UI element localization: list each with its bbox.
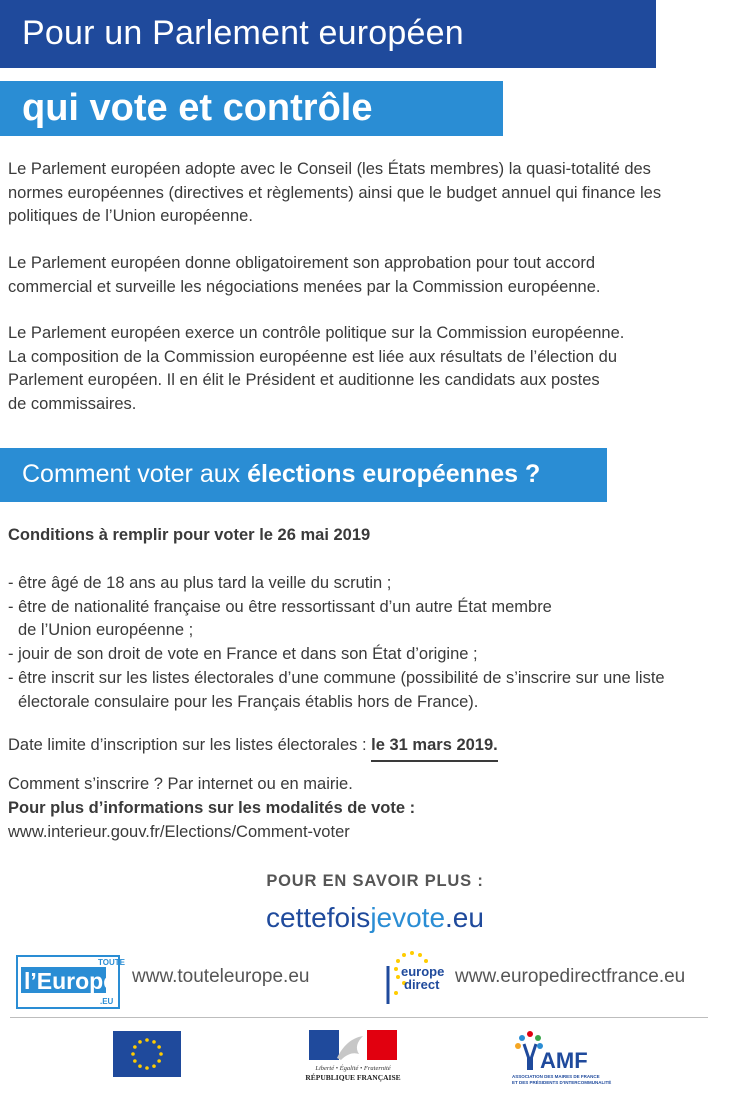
eu-star-icon	[131, 1052, 135, 1056]
interior-ministry-link[interactable]: www.interieur.gouv.fr/Elections/Comment-voter	[8, 823, 350, 841]
section-banner-voting	[0, 448, 607, 502]
section-title-prefix: Comment voter aux	[22, 460, 248, 488]
eu-star-icon	[152, 1040, 156, 1044]
eu-star-icon	[152, 1064, 156, 1068]
logo-small-bottom: .EU	[100, 997, 114, 1006]
amf-logo	[510, 1028, 622, 1086]
toute-europe-logo	[16, 955, 125, 1009]
section-title-bold: élections européennes ?	[247, 460, 541, 488]
rf-motto: Liberté • Égalité • Fraternité	[315, 1065, 391, 1072]
list-item: - être de nationalité française ou être ressortissant d’un autre État membre	[8, 597, 552, 616]
eu-star-icon	[133, 1059, 137, 1063]
europedirect-link[interactable]: www.europedirectfrance.eu	[455, 966, 686, 987]
paragraph-line: Le Parlement européen adopte avec le Conseil (les États membres) la quasi-totalité des	[8, 160, 651, 178]
paragraph-line: La composition de la Commission européenne est liée aux résultats de l’élection du	[8, 347, 618, 366]
paragraph-approval	[8, 252, 728, 299]
list-item: - être âgé de 18 ans au plus tard la veille du scrutin ;	[8, 574, 392, 592]
eu-star-icon	[138, 1064, 142, 1068]
registration-info	[8, 772, 415, 844]
howto-more-info: Pour plus d’informations sur les modalités de vote :	[8, 799, 416, 817]
registration-deadline	[8, 736, 498, 762]
divider	[10, 1017, 708, 1018]
site-part3: .eu	[445, 902, 484, 933]
learn-more-heading: POUR EN SAVOIR PLUS :	[266, 872, 484, 890]
header-banner-primary	[0, 0, 656, 68]
amf-sub1: ASSOCIATION DES MAIRES DE FRANCE	[512, 1074, 600, 1079]
europe-direct-logo	[380, 948, 444, 1006]
paragraph-control	[8, 322, 728, 416]
logo-small-top: TOUTE	[98, 958, 125, 967]
eu-star-icon	[157, 1059, 161, 1063]
logo-word: l’Europe	[24, 968, 117, 994]
list-item-continuation: de l’Union européenne ;	[18, 621, 194, 640]
eu-star-icon	[159, 1052, 163, 1056]
conditions-title: Conditions à remplir pour voter le 26 mai 2019	[8, 526, 371, 544]
site-part2: jevote	[370, 902, 446, 933]
header-title-line2: qui vote et contrôle	[22, 87, 373, 129]
amf-name: AMF	[540, 1048, 588, 1073]
paragraph-line: Le Parlement européen donne obligatoirement son approbation pour tout accord	[8, 254, 596, 272]
touteleurope-link[interactable]: www.touteleurope.eu	[132, 966, 310, 987]
eu-star-icon	[138, 1040, 142, 1044]
site-part1: cettefois	[266, 902, 371, 933]
conditions-list	[8, 572, 665, 714]
howto-line: Comment s’inscrire ? Par internet ou en mairie.	[8, 775, 353, 793]
republique-francaise-logo	[307, 1028, 399, 1086]
list-item: - être inscrit sur les listes électorales d’une commune (possibilité de s’inscrire sur une liste	[8, 668, 665, 687]
logo-line2: direct	[404, 977, 440, 992]
header-banner-secondary	[0, 81, 503, 136]
paragraph-line: Parlement européen. Il en élit le Président et auditionne les candidats aux postes	[8, 371, 600, 389]
paragraph-line: normes européennes (directives et règlements) ainsi que le budget annuel qui finance les	[8, 183, 662, 202]
paragraph-line: politiques de l’Union européenne.	[8, 207, 253, 225]
cettefoisjevote-link[interactable]	[0, 902, 750, 934]
logo-line1: europe	[401, 964, 445, 979]
deadline-date: le 31 mars 2019.	[371, 736, 498, 762]
eu-star-icon	[157, 1045, 161, 1049]
eu-star-icon	[133, 1045, 137, 1049]
section-title	[22, 460, 540, 489]
list-item: - jouir de son droit de vote en France et dans son État d’origine ;	[8, 645, 478, 664]
amf-sub2: ET DES PRÉSIDENTS D’INTERCOMMUNALITÉ	[512, 1080, 612, 1085]
paragraph-line: de commissaires.	[8, 394, 137, 413]
eu-flag-icon	[113, 1031, 181, 1077]
paragraph-line: commercial et surveille les négociations menées par la Commission européenne.	[8, 277, 601, 296]
eu-star-icon	[145, 1066, 149, 1070]
list-item-continuation: électorale consulaire pour les Français établis hors de France).	[18, 692, 479, 711]
deadline-label: Date limite d’inscription sur les listes électorales :	[8, 736, 372, 754]
rf-name: RÉPUBLIQUE FRANÇAISE	[305, 1073, 401, 1082]
paragraph-adoption	[8, 158, 728, 229]
header-title-line1: Pour un Parlement européen	[22, 14, 464, 52]
paragraph-line: Le Parlement européen exerce un contrôle politique sur la Commission européenne.	[8, 324, 625, 342]
eu-star-icon	[145, 1038, 149, 1042]
